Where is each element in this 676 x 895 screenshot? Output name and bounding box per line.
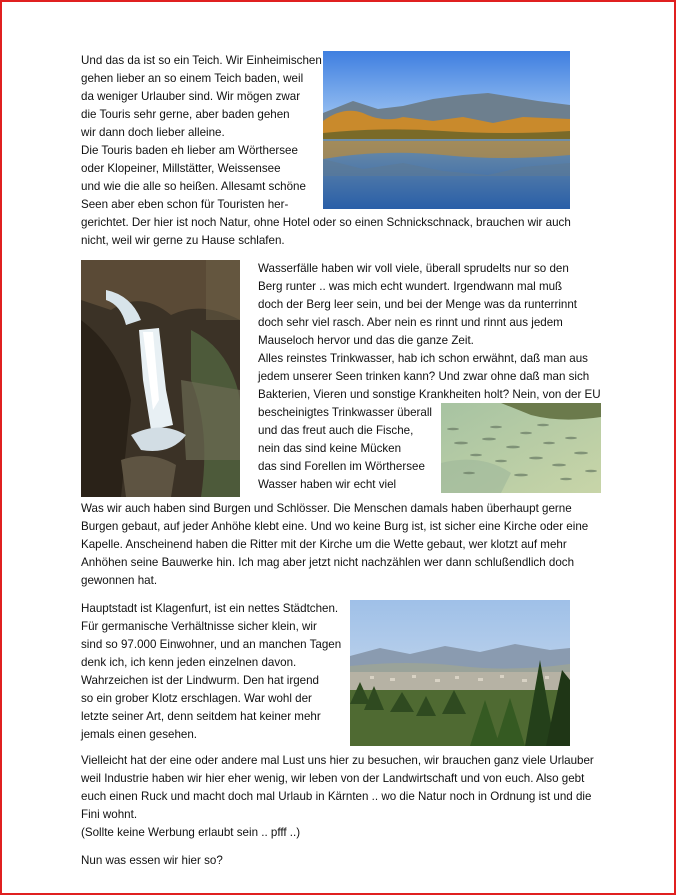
text-line: Kapelle. Anscheinend haben die Ritter mit der Kirche um die Wette gebaut, wer klotzt auf mehr xyxy=(81,538,567,551)
text-line: die Touris sehr gerne, aber baden gehen xyxy=(81,108,290,121)
text-line: euch einen Ruck und macht doch mal Urlaub in Kärnten .. wo die Natur noch in Ordnung ist und die xyxy=(81,790,592,803)
text-line: jemals einen gesehen. xyxy=(81,728,198,741)
text-line: doch sehr viel rasch. Aber nein es rinnt und rinnt aus jedem xyxy=(258,316,563,329)
text-line: Anhöhen seine Bauwerke hin. Ich mag aber jetzt nicht nachzählen wer dann schlußendlich doch xyxy=(81,556,575,569)
text-line: denk ich, ich kenn jeden einzelnen davon. xyxy=(81,656,297,669)
text-line: Alles reinstes Trinkwasser, hab ich schon erwähnt, daß man aus xyxy=(258,352,588,365)
paragraph-urlaub xyxy=(81,752,594,842)
trout-water-photo xyxy=(441,403,601,493)
text-line: gewonnen hat. xyxy=(81,574,158,587)
text-line: sind so 97.000 Einwohner, und an manchen Tagen xyxy=(81,638,342,651)
text-line: jedem unserer Seen trinken kann? Und zwar ohne daß man sich xyxy=(258,370,590,383)
text-line: doch der Berg leer sein, und bei der Menge was da runterrinnt xyxy=(258,298,578,311)
paragraph-burgen xyxy=(81,500,588,590)
text-line: Die Touris baden eh lieber am Wörthersee xyxy=(81,144,298,157)
text-line: Burgen gebaut, auf jeder Anhöhe klebt eine. Und wo keine Burg ist, ist sicher eine Kirche oder eine xyxy=(81,520,589,533)
text-line: und das freut auch die Fische, xyxy=(258,424,414,437)
text-line: (Sollte keine Werbung erlaubt sein .. pfff ..) xyxy=(81,826,301,839)
text-line: gerichtet. Der hier ist noch Natur, ohne Hotel oder so einen Schnickschnack, brauchen wir auch xyxy=(81,216,571,229)
text-line: oder Klopeiner, Millstätter, Weissensee xyxy=(81,162,281,175)
text-line: Wasser haben wir echt viel xyxy=(258,478,397,491)
text-line: Und das da ist so ein Teich. Wir Einheimischen xyxy=(81,54,322,67)
text-line: da weniger Urlauber sind. Wir mögen zwar xyxy=(81,90,301,103)
text-line: Berg runter .. was mich echt wundert. Irgendwann mal muß xyxy=(258,280,563,293)
paragraph-klagenfurt xyxy=(81,600,341,744)
text-line: bescheinigtes Trinkwasser überall xyxy=(258,406,432,419)
pond-lake-photo xyxy=(323,51,570,209)
text-line: Wasserfälle haben wir voll viele, überall sprudelts nur so den xyxy=(258,262,569,275)
klagenfurt-city-photo xyxy=(350,600,570,746)
text-line: das sind Forellen im Wörthersee xyxy=(258,460,425,473)
text-line: wir dann doch lieber alleine. xyxy=(81,126,225,139)
text-line: weil Industrie haben wir hier eher wenig, wir leben von der Landwirtschaft und von euch. Also gebt xyxy=(81,772,585,785)
text-line: so ein grober Klotz erschlagen. War wohl der xyxy=(81,692,312,705)
text-line: gehen lieber an so einem Teich baden, weil xyxy=(81,72,304,85)
text-line: Fini wohnt. xyxy=(81,808,138,821)
text-line: Nun was essen wir hier so? xyxy=(81,854,223,867)
text-line: und wie die alle so heißen. Allesamt schöne xyxy=(81,180,306,193)
text-line: Bakterien, Vieren und sonstige Krankheiten holt? Nein, von der EU xyxy=(258,388,601,401)
text-line: Wahrzeichen ist der Lindwurm. Den hat irgend xyxy=(81,674,319,687)
text-line: Mauseloch hervor und das die ganze Zeit. xyxy=(258,334,474,347)
waterfall-photo xyxy=(81,260,240,497)
text-line: Seen aber eben schon für Touristen her- xyxy=(81,198,289,211)
paragraph-essen xyxy=(81,852,223,870)
text-line: Was wir auch haben sind Burgen und Schlösser. Die Menschen damals haben überhaupt gerne xyxy=(81,502,572,515)
text-line: letzte seiner Art, denn seitdem hat keiner mehr xyxy=(81,710,321,723)
text-line: nein das sind keine Mücken xyxy=(258,442,402,455)
text-line: Für germanische Verhältnisse sicher klein, wir xyxy=(81,620,317,633)
text-line: Vielleicht hat der eine oder andere mal Lust uns hier zu besuchen, wir brauchen ganz viele Urlauber xyxy=(81,754,594,767)
text-line: nicht, weil wir gerne zu Hause schlafen. xyxy=(81,234,285,247)
text-line: Hauptstadt ist Klagenfurt, ist ein nettes Städtchen. xyxy=(81,602,339,615)
